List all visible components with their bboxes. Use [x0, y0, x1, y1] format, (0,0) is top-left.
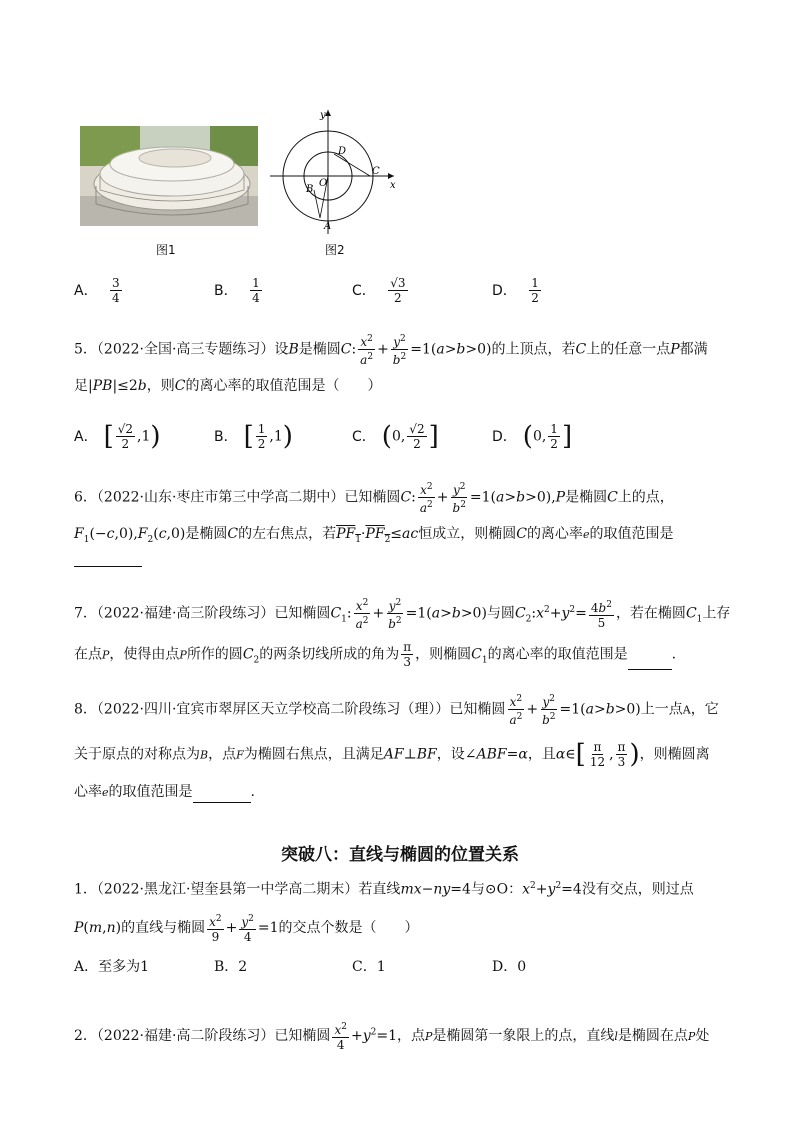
q7-line-2: 在点P，使得由点P所作的圆$C_2$的两条切线所成的角为 $\frac{\pi}{3}$ ，则椭圆$C_1$的离心率的取值范围是 . — [74, 640, 677, 669]
q5-option-c[interactable]: C． (0, $\frac{√2}{2}$ ] — [352, 421, 439, 452]
figure-2-diagram — [262, 106, 402, 238]
section-title: 突破八：直线与椭圆的位置关系 — [281, 845, 519, 865]
q8-line-2: 关于原点的对称点为B，点F为椭圆右焦点，且满足AF⊥BF，设∠ABF=α，且α∈[ $\frac{\pi}{12}$ , $\frac{\pi}{3}$ )，则椭圆离 — [74, 739, 710, 770]
q6-answer-blank[interactable] — [74, 548, 142, 567]
fig2-label-O: O — [319, 178, 328, 189]
s8q1-option-d[interactable]: D．0 — [492, 959, 527, 975]
fig2-label-B: B — [306, 184, 314, 195]
figure-1-caption: 图1 — [156, 243, 176, 257]
q8-line-1: 8．（2022·四川·宜宾市翠屏区天立学校高二阶段练习（理））已知椭圆 $\frac{x^2}{a^2}$ + $\frac{y^2}{b^2}$ =1(a>b>0)上一点A，它 — [74, 694, 719, 727]
s8q1-line-1: 1．（2022·黑龙江·望奎县第一中学高二期末）若直线mx−ny=4与⊙O：$x^2+y^2=4$没有交点，则过点 — [74, 881, 694, 898]
q4-option-a[interactable]: A． $\frac{3}{4}$ — [74, 276, 120, 305]
q7-line-1: 7．（2022·福建·高三阶段练习）已知椭圆$C_1$: $\frac{x^2}{a^2}$ + $\frac{y^2}{b^2}$ =1(a>b>0)与圆$C_2:x^2+y^2=$ $\frac{4b^2}{5}$ ，若在椭圆$C_1$上存 — [74, 598, 731, 631]
figure-2-caption: 图2 — [325, 243, 345, 257]
q5-line-1: 5．（2022·全国·高三专题练习）设B是椭圆C: $\frac{x^2}{a^2}$ + $\frac{y^2}{b^2}$ =1(a>b>0)的上顶点，若C上的任意一点P都满 — [74, 334, 708, 367]
fig2-label-C: C — [372, 166, 380, 177]
q6-line-1: 6．（2022·山东·枣庄市第三中学高二期中）已知椭圆C: $\frac{x^2}{a^2}$ + $\frac{y^2}{b^2}$ =1(a>b>0),P是椭圆C上的点， — [74, 482, 674, 515]
q6-line-2: $F_1(-c,0),F_2(c,0)$是椭圆C的左右焦点，若$PF_1\cdot PF_2\le ac$恒成立，则椭圆C的离心率e的取值范围是 — [74, 526, 674, 545]
q8-line-3: 心率e的取值范围是 . — [74, 782, 255, 803]
q7-answer-blank[interactable] — [628, 655, 672, 670]
q4-option-b[interactable]: B． $\frac{1}{4}$ — [214, 276, 260, 305]
q5-option-d[interactable]: D． (0, $\frac{1}{2}$ ] — [492, 421, 573, 452]
q5-option-b[interactable]: B． [ $\frac{1}{2}$ ,1) — [214, 421, 293, 452]
fig2-label-y: y — [320, 110, 326, 121]
fig2-label-A: A — [324, 221, 332, 232]
q5-option-a[interactable]: A． [ $\frac{√2}{2}$ ,1) — [74, 421, 161, 452]
q5-line-2: 足|PB|≤2b，则C的离心率的取值范围是（ ） — [74, 378, 382, 394]
figure-1-photo — [80, 126, 258, 226]
s8q1-line-2: P(m,n)的直线与椭圆 $\frac{x^2}{9}$ + $\frac{y^2}{4}$ =1的交点个数是（ ） — [74, 914, 419, 944]
s8q2-line-1: 2．（2022·福建·高二阶段练习）已知椭圆 $\frac{x^2}{4}$ $+y^2=1$，点P是椭圆第一象限上的点，直线l是椭圆在点P处 — [74, 1022, 710, 1052]
fig2-label-D: D — [338, 146, 347, 157]
q8-answer-blank[interactable] — [193, 788, 251, 803]
s8q1-option-a[interactable]: A．至多为1 — [74, 959, 150, 975]
q4-option-c[interactable]: C． $\frac{√3}{2}$ — [352, 276, 406, 305]
s8q1-option-b[interactable]: B．2 — [214, 959, 248, 975]
fig2-label-x: x — [390, 180, 396, 191]
q4-option-d[interactable]: D． $\frac{1}{2}$ — [492, 276, 539, 305]
s8q1-option-c[interactable]: C．1 — [352, 959, 386, 975]
